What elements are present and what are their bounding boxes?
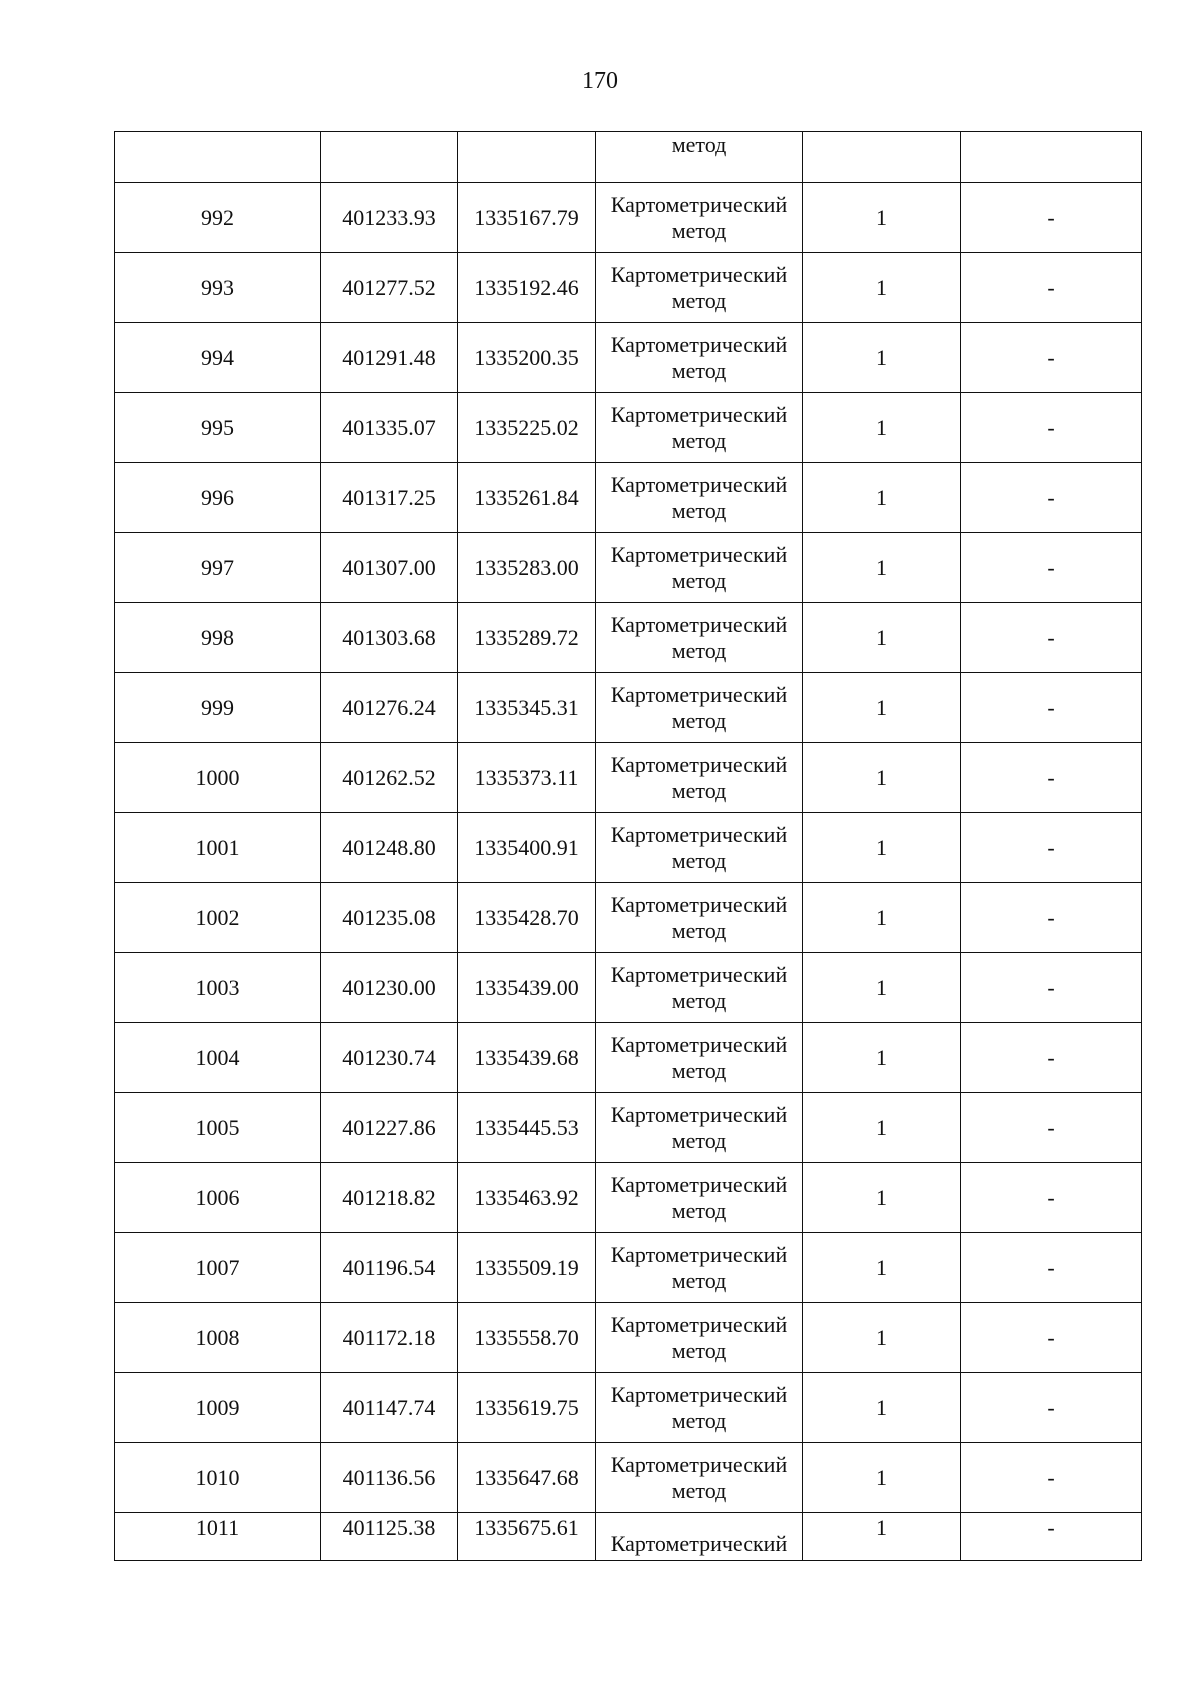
table-row-continuation xyxy=(115,132,1142,183)
y-coordinate-cell: 1335439.68 xyxy=(458,1023,596,1093)
description-cell: - xyxy=(961,673,1142,743)
point-number-cell: 1005 xyxy=(115,1093,321,1163)
y-coordinate-cell: 1335439.00 xyxy=(458,953,596,1023)
table-row xyxy=(115,603,1142,673)
point-number-cell: 995 xyxy=(115,393,321,463)
y-coordinate-cell: 1335345.31 xyxy=(458,673,596,743)
method-line-2: метод xyxy=(671,847,727,873)
method-cell xyxy=(596,1443,803,1513)
accuracy-cell xyxy=(803,132,961,183)
accuracy-cell: 1 xyxy=(803,1513,961,1561)
method-line-1: Картометрический xyxy=(610,1031,788,1057)
accuracy-cell: 1 xyxy=(803,1233,961,1303)
method-line-1: Картометрический xyxy=(610,1101,788,1127)
x-coordinate-cell: 401227.86 xyxy=(321,1093,458,1163)
method-line-1: Картометрический xyxy=(610,401,788,427)
table-row xyxy=(115,183,1142,253)
method-cell xyxy=(596,533,803,603)
accuracy-cell: 1 xyxy=(803,393,961,463)
point-number-cell: 1007 xyxy=(115,1233,321,1303)
accuracy-cell: 1 xyxy=(803,1303,961,1373)
point-number-cell: 1002 xyxy=(115,883,321,953)
x-coordinate-cell: 401125.38 xyxy=(321,1513,458,1561)
table-row xyxy=(115,813,1142,883)
table-row xyxy=(115,323,1142,393)
method-line-2: метод xyxy=(671,707,727,733)
point-number-cell: 997 xyxy=(115,533,321,603)
method-line-2: метод xyxy=(671,987,727,1013)
method-cell xyxy=(596,603,803,673)
accuracy-cell: 1 xyxy=(803,813,961,883)
method-cell xyxy=(596,1233,803,1303)
description-cell: - xyxy=(961,1303,1142,1373)
method-cell: Картометрический xyxy=(596,1513,803,1561)
accuracy-cell: 1 xyxy=(803,253,961,323)
method-cell xyxy=(596,743,803,813)
accuracy-cell: 1 xyxy=(803,323,961,393)
method-line-1: Картометрический xyxy=(610,471,788,497)
point-number-cell: 992 xyxy=(115,183,321,253)
y-coordinate-cell: 1335675.61 xyxy=(458,1513,596,1561)
table-row xyxy=(115,1163,1142,1233)
method-cell xyxy=(596,813,803,883)
x-coordinate-cell: 401172.18 xyxy=(321,1303,458,1373)
y-coordinate-cell: 1335289.72 xyxy=(458,603,596,673)
table-row xyxy=(115,673,1142,743)
description-cell: - xyxy=(961,1513,1142,1561)
method-cell xyxy=(596,323,803,393)
method-cell xyxy=(596,1303,803,1373)
method-line-2: метод xyxy=(671,497,727,523)
point-number-cell: 1008 xyxy=(115,1303,321,1373)
y-coordinate-cell: 1335261.84 xyxy=(458,463,596,533)
method-line-2: метод xyxy=(671,1197,727,1223)
accuracy-cell: 1 xyxy=(803,183,961,253)
accuracy-cell: 1 xyxy=(803,1373,961,1443)
description-cell: - xyxy=(961,253,1142,323)
method-line-2: метод xyxy=(671,917,727,943)
point-number-cell: 1006 xyxy=(115,1163,321,1233)
accuracy-cell: 1 xyxy=(803,1023,961,1093)
description-cell: - xyxy=(961,1443,1142,1513)
description-cell: - xyxy=(961,183,1142,253)
table-row xyxy=(115,1093,1142,1163)
point-number-cell: 1010 xyxy=(115,1443,321,1513)
method-line-2: метод xyxy=(671,357,727,383)
method-line-1: Картометрический xyxy=(610,1381,788,1407)
method-line-1: Картометрический xyxy=(610,751,788,777)
method-cell xyxy=(596,953,803,1023)
description-cell: - xyxy=(961,813,1142,883)
method-cell xyxy=(596,463,803,533)
accuracy-cell: 1 xyxy=(803,1443,961,1513)
accuracy-cell: 1 xyxy=(803,1163,961,1233)
accuracy-cell: 1 xyxy=(803,533,961,603)
method-line-1: Картометрический xyxy=(610,261,788,287)
point-number-cell: 1004 xyxy=(115,1023,321,1093)
description-cell: - xyxy=(961,1093,1142,1163)
x-coordinate-cell: 401277.52 xyxy=(321,253,458,323)
accuracy-cell: 1 xyxy=(803,883,961,953)
method-line-2: метод xyxy=(671,1477,727,1503)
method-line-1: Картометрический xyxy=(610,541,788,567)
page-number: 170 xyxy=(582,68,618,94)
method-line-1: Картометрический xyxy=(610,961,788,987)
point-number-cell: 1011 xyxy=(115,1513,321,1561)
table-row xyxy=(115,533,1142,603)
x-coordinate-cell: 401291.48 xyxy=(321,323,458,393)
method-line-1: Картометрический xyxy=(610,1451,788,1477)
x-coordinate-cell: 401248.80 xyxy=(321,813,458,883)
description-cell: - xyxy=(961,323,1142,393)
x-coordinate-cell: 401233.93 xyxy=(321,183,458,253)
table-row xyxy=(115,1443,1142,1513)
description-cell: - xyxy=(961,603,1142,673)
accuracy-cell: 1 xyxy=(803,953,961,1023)
description-cell: - xyxy=(961,463,1142,533)
method-cell xyxy=(596,883,803,953)
description-cell: - xyxy=(961,743,1142,813)
description-cell: - xyxy=(961,953,1142,1023)
method-line-1: Картометрический xyxy=(610,821,788,847)
table-row xyxy=(115,953,1142,1023)
method-line-1: Картометрический xyxy=(610,1311,788,1337)
description-cell: - xyxy=(961,883,1142,953)
accuracy-cell: 1 xyxy=(803,743,961,813)
point-number-cell: 1003 xyxy=(115,953,321,1023)
method-line-1: Картометрический xyxy=(610,191,788,217)
point-number-cell: 1000 xyxy=(115,743,321,813)
method-line-1: Картометрический xyxy=(610,611,788,637)
x-coordinate-cell: 401317.25 xyxy=(321,463,458,533)
description-cell: - xyxy=(961,1233,1142,1303)
x-coordinate-cell: 401230.00 xyxy=(321,953,458,1023)
table-row xyxy=(115,463,1142,533)
method-line-2: метод xyxy=(671,1267,727,1293)
accuracy-cell: 1 xyxy=(803,603,961,673)
method-cell xyxy=(596,673,803,743)
x-coordinate-cell: 401230.74 xyxy=(321,1023,458,1093)
x-coordinate-cell: 401307.00 xyxy=(321,533,458,603)
y-coordinate-cell: 1335647.68 xyxy=(458,1443,596,1513)
x-coordinate-cell: 401147.74 xyxy=(321,1373,458,1443)
method-line-2: метод xyxy=(671,637,727,663)
x-coordinate-cell: 401136.56 xyxy=(321,1443,458,1513)
y-coordinate-cell: 1335463.92 xyxy=(458,1163,596,1233)
method-cell xyxy=(596,1373,803,1443)
method-line-2: метод xyxy=(671,1057,727,1083)
table-row xyxy=(115,883,1142,953)
y-coordinate-cell: 1335428.70 xyxy=(458,883,596,953)
accuracy-cell: 1 xyxy=(803,463,961,533)
x-coordinate-cell xyxy=(321,132,458,183)
coordinates-table xyxy=(114,131,1142,1561)
y-coordinate-cell: 1335400.91 xyxy=(458,813,596,883)
point-number-cell: 998 xyxy=(115,603,321,673)
y-coordinate-cell: 1335283.00 xyxy=(458,533,596,603)
point-number-cell xyxy=(115,132,321,183)
y-coordinate-cell: 1335509.19 xyxy=(458,1233,596,1303)
method-line-1: Картометрический xyxy=(610,891,788,917)
x-coordinate-cell: 401196.54 xyxy=(321,1233,458,1303)
method-line-2: метод xyxy=(671,1127,727,1153)
method-cell xyxy=(596,393,803,463)
y-coordinate-cell: 1335373.11 xyxy=(458,743,596,813)
method-line-2: метод xyxy=(671,287,727,313)
method-cell: метод xyxy=(596,132,803,183)
x-coordinate-cell: 401218.82 xyxy=(321,1163,458,1233)
method-cell xyxy=(596,1163,803,1233)
description-cell: - xyxy=(961,1023,1142,1093)
description-cell xyxy=(961,132,1142,183)
y-coordinate-cell: 1335167.79 xyxy=(458,183,596,253)
accuracy-cell: 1 xyxy=(803,673,961,743)
x-coordinate-cell: 401262.52 xyxy=(321,743,458,813)
table-row xyxy=(115,743,1142,813)
method-cell xyxy=(596,183,803,253)
method-line-1: Картометрический xyxy=(610,1241,788,1267)
table-row xyxy=(115,1023,1142,1093)
x-coordinate-cell: 401335.07 xyxy=(321,393,458,463)
method-line-2: метод xyxy=(671,567,727,593)
y-coordinate-cell: 1335200.35 xyxy=(458,323,596,393)
method-line-2: метод xyxy=(671,777,727,803)
table-row xyxy=(115,1513,1142,1561)
y-coordinate-cell: 1335445.53 xyxy=(458,1093,596,1163)
method-line-1: Картометрический xyxy=(610,681,788,707)
y-coordinate-cell: 1335619.75 xyxy=(458,1373,596,1443)
method-line-2: метод xyxy=(671,217,727,243)
description-cell: - xyxy=(961,1373,1142,1443)
description-cell: - xyxy=(961,393,1142,463)
table-row xyxy=(115,1233,1142,1303)
method-line-1: Картометрический xyxy=(610,1171,788,1197)
point-number-cell: 996 xyxy=(115,463,321,533)
method-line-1: Картометрический xyxy=(610,331,788,357)
method-cell xyxy=(596,1093,803,1163)
x-coordinate-cell: 401303.68 xyxy=(321,603,458,673)
table-row xyxy=(115,1373,1142,1443)
table-row xyxy=(115,253,1142,323)
point-number-cell: 999 xyxy=(115,673,321,743)
accuracy-cell: 1 xyxy=(803,1093,961,1163)
point-number-cell: 1009 xyxy=(115,1373,321,1443)
method-cell xyxy=(596,253,803,323)
point-number-cell: 1001 xyxy=(115,813,321,883)
x-coordinate-cell: 401235.08 xyxy=(321,883,458,953)
description-cell: - xyxy=(961,533,1142,603)
y-coordinate-cell: 1335558.70 xyxy=(458,1303,596,1373)
method-line-2: метод xyxy=(671,1407,727,1433)
table-row xyxy=(115,393,1142,463)
y-coordinate-cell: 1335192.46 xyxy=(458,253,596,323)
point-number-cell: 994 xyxy=(115,323,321,393)
y-coordinate-cell: 1335225.02 xyxy=(458,393,596,463)
x-coordinate-cell: 401276.24 xyxy=(321,673,458,743)
table-row xyxy=(115,1303,1142,1373)
method-line-2: метод xyxy=(671,1337,727,1363)
method-line-2: метод xyxy=(671,427,727,453)
point-number-cell: 993 xyxy=(115,253,321,323)
y-coordinate-cell xyxy=(458,132,596,183)
description-cell: - xyxy=(961,1163,1142,1233)
method-cell xyxy=(596,1023,803,1093)
